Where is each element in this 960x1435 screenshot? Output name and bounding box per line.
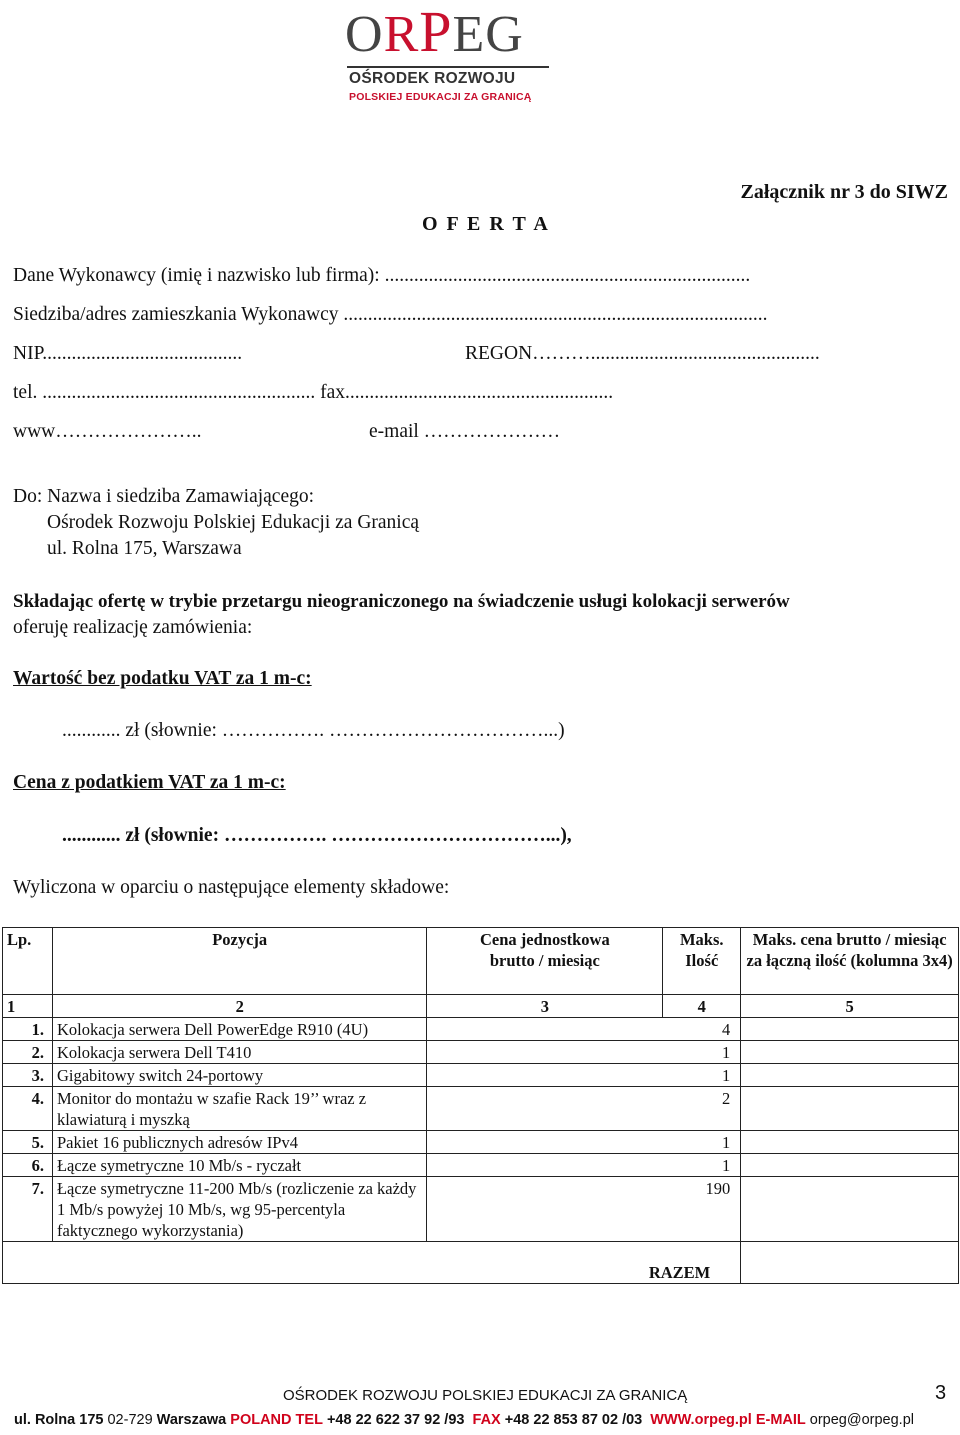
- row-item: Łącze symetryczne 11-200 Mb/s (rozliczenie za każdy 1 Mb/s powyżej 10 Mb/s, wg 95-percentyla faktycznego wykorzystania): [52, 1177, 426, 1242]
- footer-country: POLAND: [230, 1412, 292, 1428]
- row-item: Monitor do montażu w szafie Rack 19’’ wraz z klawiaturą i myszką: [52, 1087, 426, 1131]
- total-value-cell: [741, 1242, 959, 1284]
- logo-line2: POLSKIEJ EDUKACJI ZA GRANICĄ: [349, 91, 532, 103]
- nip-line: NIP.........................................: [13, 343, 243, 364]
- footer-fax-label: FAX: [472, 1412, 501, 1428]
- footer-contact: [14, 1412, 914, 1428]
- net-value-field: ............ zł (słownie: ……………. ……………………………...): [62, 720, 565, 741]
- logo-wordmark: [345, 0, 524, 64]
- footer-city: Warszawa: [156, 1412, 227, 1428]
- attachment-label: Załącznik nr 3 do SIWZ: [740, 181, 948, 203]
- intro-bold: Składając ofertę w trybie przetargu nieograniczonego na świadczenie usługi kolokacji serwerów: [13, 591, 790, 612]
- row-lp: 4.: [3, 1087, 53, 1131]
- row-qty: 4: [427, 1018, 741, 1041]
- recipient-label: Do: Nazwa i siedziba Zamawiającego:: [13, 486, 315, 507]
- row-item: Łącze symetryczne 10 Mb/s - ryczałt: [52, 1154, 426, 1177]
- table-row: [3, 1154, 959, 1177]
- breakdown-label: Wyliczona w oparciu o następujące elementy składowe:: [13, 877, 450, 898]
- row-item: Gigabitowy switch 24-portowy: [52, 1064, 426, 1087]
- logo-line1: OŚRODEK ROZWOJU: [349, 70, 516, 87]
- footer-tel: +48 22 622 37 92 /93: [326, 1412, 465, 1428]
- table-total-row: [3, 1242, 959, 1284]
- footer-www[interactable]: WWW.orpeg.pl: [650, 1412, 752, 1428]
- table-row: [3, 1064, 959, 1087]
- email-line: e-mail …………………: [369, 421, 561, 442]
- header-max-total: Maks. cena brutto / miesiąc za łączną ilość (kolumna 3x4): [741, 928, 959, 995]
- logo-letter-p: P: [419, 0, 453, 64]
- page-number: 3: [935, 1382, 947, 1404]
- footer-address: ul. Rolna 175: [14, 1412, 104, 1428]
- row-total-cell: [741, 1041, 959, 1064]
- logo-letter-r: R: [383, 6, 420, 63]
- logo-letter-o: O: [345, 6, 384, 63]
- row-item: Kolokacja serwera Dell T410: [52, 1041, 426, 1064]
- row-qty: 190: [427, 1177, 741, 1242]
- colnum-4: 4: [663, 995, 741, 1018]
- footer-zip: 02-729: [107, 1412, 153, 1428]
- net-value-label: Wartość bez podatku VAT za 1 m-c:: [13, 668, 312, 689]
- intro-normal: oferuję realizację zamówienia:: [13, 617, 253, 638]
- colnum-1: 1: [3, 995, 53, 1018]
- orpeg-logo: [345, 0, 555, 106]
- contractor-address-line: Siedziba/adres zamieszkania Wykonawcy .......................................................................................: [13, 304, 768, 325]
- row-lp: 6.: [3, 1154, 53, 1177]
- footer-email[interactable]: orpeg@orpeg.pl: [809, 1412, 914, 1428]
- table-header-row: [3, 928, 959, 995]
- row-qty: 1: [427, 1154, 741, 1177]
- colnum-3: 3: [427, 995, 663, 1018]
- recipient-name: Ośrodek Rozwoju Polskiej Edukacji za Granicą: [47, 512, 420, 533]
- tel-fax-line: tel. ........................................................ fax.......................................................: [13, 382, 614, 403]
- footer-fax: +48 22 853 87 02 /03: [504, 1412, 643, 1428]
- row-lp: 3.: [3, 1064, 53, 1087]
- row-lp: 7.: [3, 1177, 53, 1242]
- footer-tel-label: TEL: [295, 1412, 323, 1428]
- table-row: [3, 1018, 959, 1041]
- header-position: Pozycja: [52, 928, 426, 995]
- document-title: O F E R T A: [422, 213, 550, 235]
- table-row: [3, 1041, 959, 1064]
- row-qty: 1: [427, 1041, 741, 1064]
- table-colnum-row: [3, 995, 959, 1018]
- row-item: Kolokacja serwera Dell PowerEdge R910 (4U): [52, 1018, 426, 1041]
- row-total-cell: [741, 1131, 959, 1154]
- header-lp: Lp.: [3, 928, 53, 995]
- total-label: RAZEM: [3, 1242, 741, 1284]
- row-item: Pakiet 16 publicznych adresów IPv4: [52, 1131, 426, 1154]
- footer-email-label: E-MAIL: [755, 1412, 806, 1428]
- row-qty: 1: [427, 1064, 741, 1087]
- logo-divider: [347, 66, 549, 68]
- www-line: www…………………..: [13, 421, 202, 442]
- row-lp: 1.: [3, 1018, 53, 1041]
- row-total-cell: [741, 1154, 959, 1177]
- row-qty: 1: [427, 1131, 741, 1154]
- gross-value-field: ............ zł (słownie: ……………. ……………………………...),: [62, 825, 572, 846]
- row-total-cell: [741, 1177, 959, 1242]
- row-total-cell: [741, 1064, 959, 1087]
- row-lp: 5.: [3, 1131, 53, 1154]
- regon-line: REGON………...............................................: [465, 343, 820, 364]
- price-table: [2, 927, 959, 1284]
- table-row: [3, 1087, 959, 1131]
- row-total-cell: [741, 1018, 959, 1041]
- gross-value-label: Cena z podatkiem VAT za 1 m-c:: [13, 772, 286, 793]
- recipient-address: ul. Rolna 175, Warszawa: [47, 538, 242, 559]
- row-lp: 2.: [3, 1041, 53, 1064]
- contractor-name-line: Dane Wykonawcy (imię i nazwisko lub firma): ...........................................................................: [13, 265, 751, 286]
- table-row: [3, 1177, 959, 1242]
- row-total-cell: [741, 1087, 959, 1131]
- header-unit-price: Cena jednostkowa brutto / miesiąc: [427, 928, 663, 995]
- logo-letters-eg: EG: [452, 6, 524, 63]
- colnum-5: 5: [741, 995, 959, 1018]
- footer-org-name: OŚRODEK ROZWOJU POLSKIEJ EDUKACJI ZA GRANICĄ: [283, 1387, 688, 1404]
- header-max-qty: Maks. Ilość: [663, 928, 741, 995]
- table-row: [3, 1131, 959, 1154]
- colnum-2: 2: [52, 995, 426, 1018]
- row-qty: 2: [427, 1087, 741, 1131]
